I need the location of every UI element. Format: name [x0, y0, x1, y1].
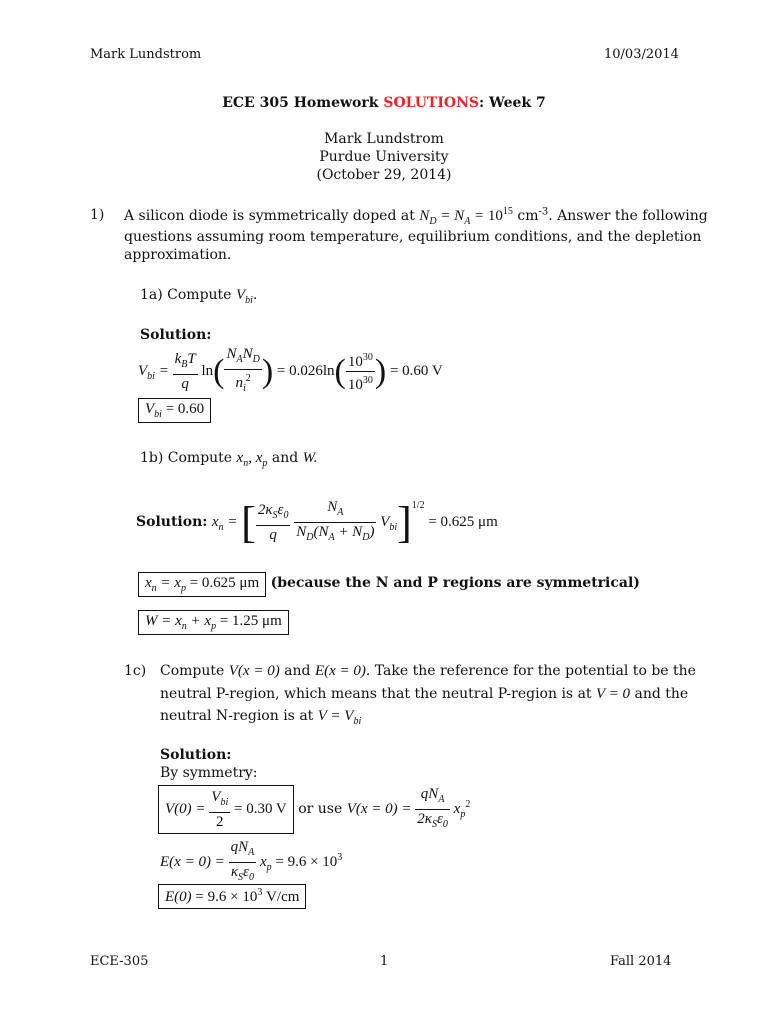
problem-intro-line2: questions assuming room temperature, equilibrium conditions, and the depletion — [124, 229, 702, 245]
byline-affiliation: Purdue University — [319, 149, 449, 165]
page-title: ECE 305 Homework SOLUTIONS: Week 7 — [222, 95, 546, 111]
problem-intro-line3: approximation. — [124, 247, 232, 263]
header-author: Mark Lundstrom — [90, 47, 202, 62]
part-c-e-boxed-answer: $E(0) = 9.6 \times 10^3$ V/cm — [158, 884, 306, 909]
byline-date: (October 29, 2014) — [316, 167, 452, 183]
footer-term: Fall 2014 — [610, 954, 672, 969]
part-b-label: 1b) Compute $x_n$, $x_p$ and W. — [140, 450, 318, 469]
part-c-line1: Compute V(x = 0) and E(x = 0). Take the reference for the potential to be the — [160, 663, 696, 679]
solutions-highlight: SOLUTIONS — [383, 95, 479, 111]
part-a-label: 1a) Compute $V_{bi}$. — [140, 287, 258, 306]
part-c-e-equation: E(x = 0) = $\frac{qN_A}{\kappa_S\varepsilon_0}$ $x_p = 9.6 \times 10^3$ — [160, 839, 343, 883]
part-a-boxed-answer: $V_{bi} = 0.60$ — [138, 398, 211, 423]
part-c-solution-heading: Solution: — [160, 747, 232, 763]
footer-page-number: 1 — [380, 954, 389, 969]
part-a-equation: $V_{bi}$ = $\frac{k_BT}{q}$ ln( $\frac{N_AN_D}{n_i^2}$ ) = 0.026ln( $\frac{10^{30}}{10^{30}}$ ) = 0.60 V — [138, 346, 443, 394]
part-c-v-equation: V(0) = $\frac{V_{bi}}{2}$ = 0.30 V or use V(x = 0) = $\frac{qN_A}{2\kappa_S\varepsilon_0}$ $x_p^2$ — [158, 785, 470, 834]
header-date: 10/03/2014 — [604, 47, 679, 62]
part-c-line3: neutral N-region is at $V = V_{bi}$ — [160, 708, 362, 727]
byline-name: Mark Lundstrom — [324, 131, 444, 147]
part-c-line2: neutral P-region, which means that the neutral P-region is at V = 0 and the — [160, 686, 689, 702]
part-b-box1: $x_n = x_p = 0.625$ μm (because the N and P regions are symmetrical) — [138, 572, 640, 597]
part-c-symmetry: By symmetry: — [160, 765, 258, 781]
problem-intro-line1: A silicon diode is symmetrically doped at $N_D = N_A = 10^{15}$ $cm^{-3}$. Answer the following — [124, 206, 708, 227]
problem-number: 1) — [90, 207, 105, 223]
part-a-solution-heading: Solution: — [140, 327, 212, 343]
part-b-box2: $W = x_n + x_p = 1.25$ μm — [138, 610, 289, 635]
footer-course: ECE-305 — [90, 954, 149, 969]
part-c-number: 1c) — [124, 663, 147, 679]
part-b-equation: Solution: $x_n$ = [ $\frac{2\kappa_S\varepsilon_0}{q}$ $\frac{N_A}{N_D(N_A + N_D)}$ $V_{bi}]^{1/2} = 0.625$ μm — [136, 498, 498, 547]
